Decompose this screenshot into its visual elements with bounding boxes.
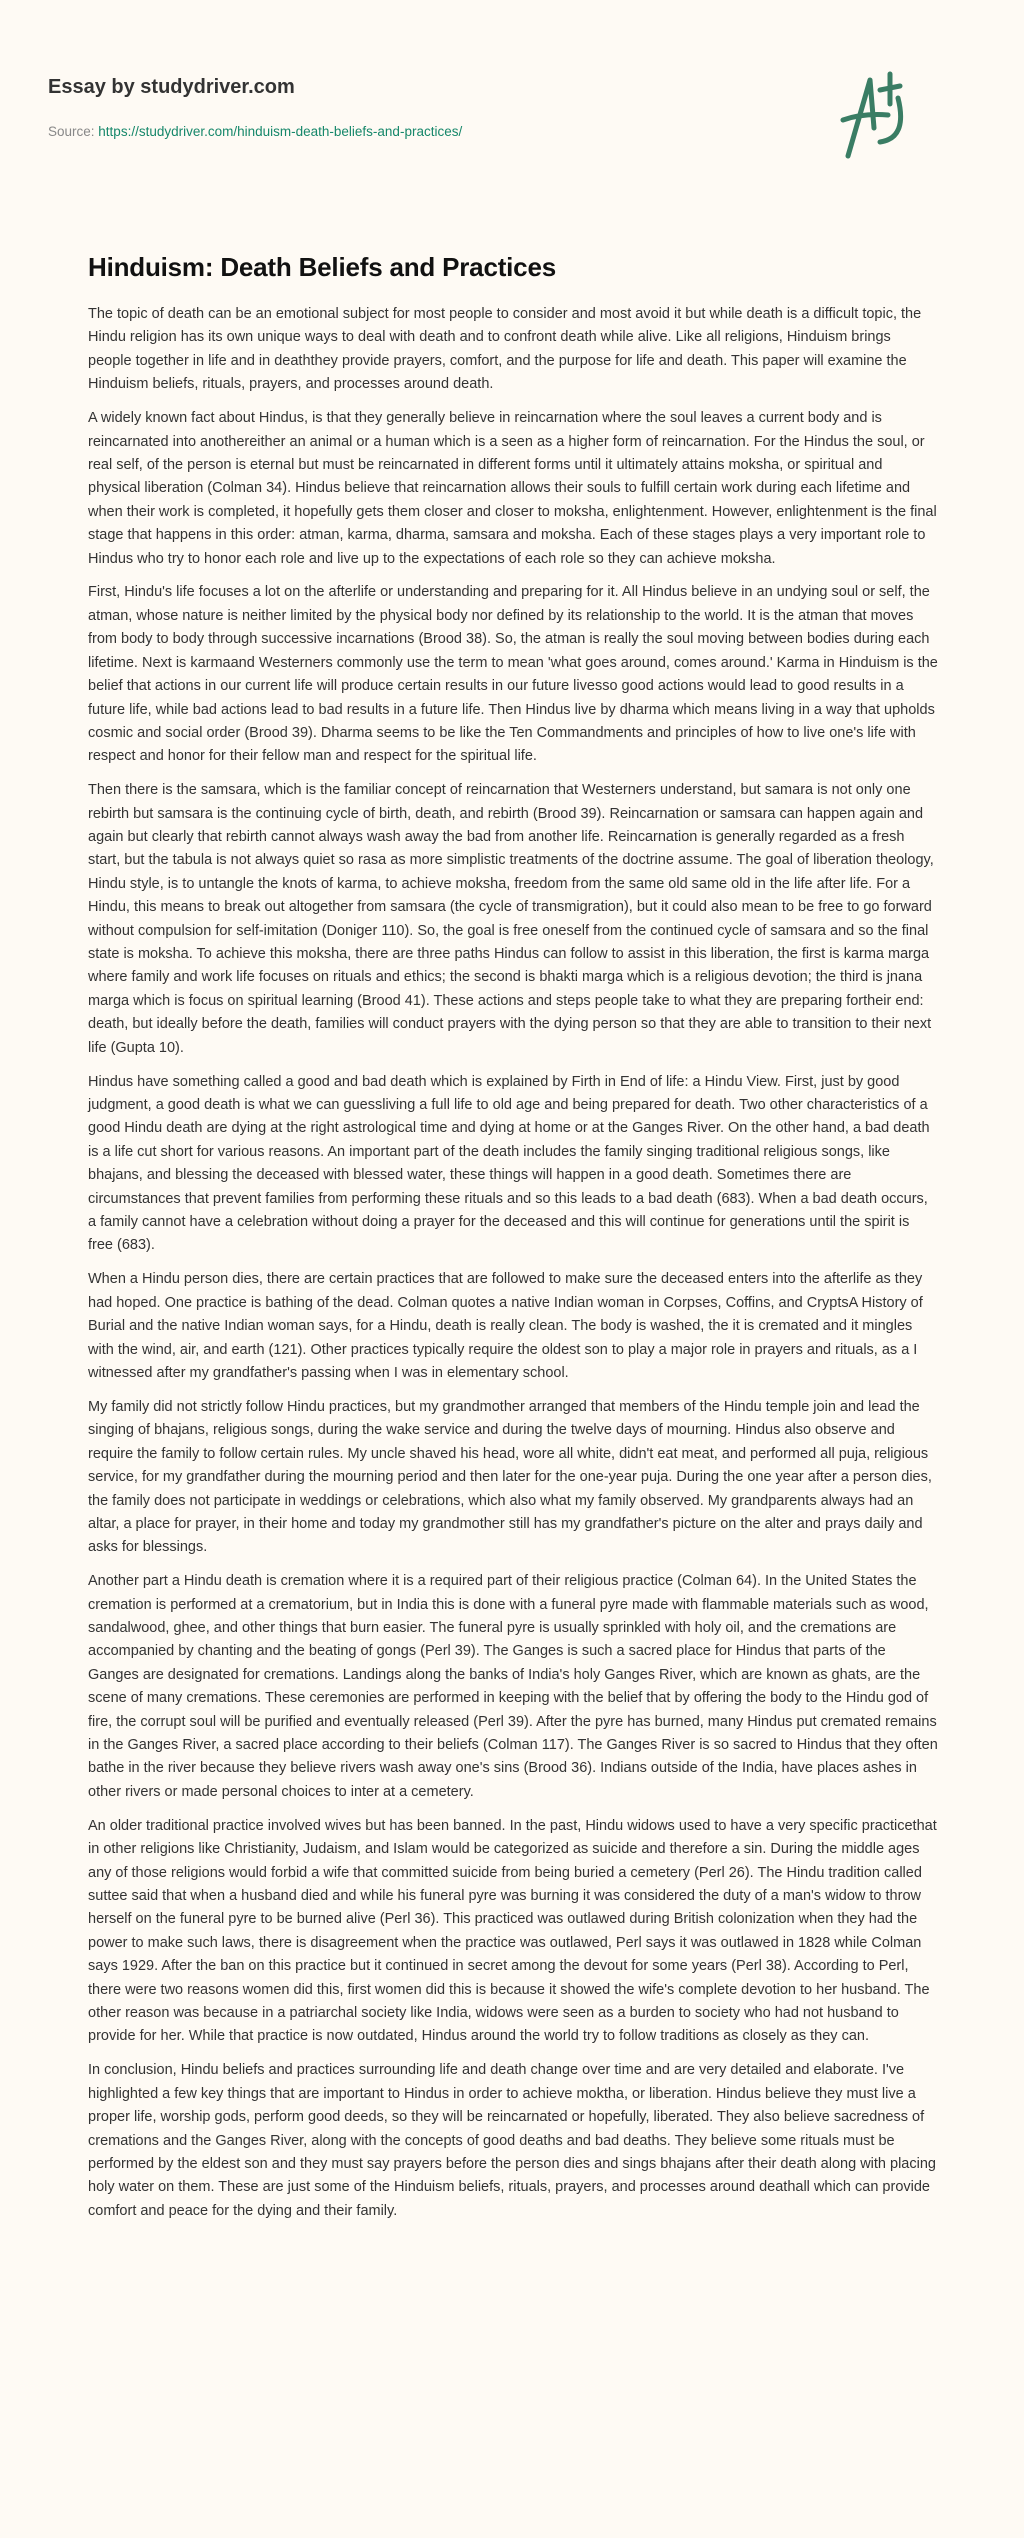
essay-paragraph: First, Hindu's life focuses a lot on the afterlife or understanding and preparing for it. All Hindus believe in an undying soul or self, the atman, whose nature is neither limited by the physical body nor defined by its relationship to the world. It is the atman that moves from body to body through successive incarnations (Brood 38). So, the atman is really the soul moving between bodies during each lifetime. Next is karmaand Westerners commonly use the term to mean 'what goes around, comes around.' Karma in Hinduism is the belief that actions in our current life will produce certain results in our future livesso good actions would lead to good results in a future life, while bad actions lead to bad results in a future life. Then Hindus live by dharma which means living in a way that upholds cosmic and social order (Brood 39). Dharma seems to be like the Ten Commandments and principles of how to live one's life with respect and honor for their fellow man and respect for the spiritual life. [88, 584, 938, 765]
essay-paragraph: Another part a Hindu death is cremation where it is a required part of their religious practice (Colman 64). In the United States the cremation is performed at a crematorium, but in India this is done with a funeral pyre made with flammable materials such as wood, sandalwood, ghee, and other things that burn easier. The funeral pyre is usually sprinkled with holy oil, and the cremations are accompanied by chanting and the beating of gongs (Perl 39). The Ganges is such a sacred place for Hindus that parts of the Ganges are designated for cremations. Landings along the banks of India's holy Ganges River, which are known as ghats, are the scene of many cremations. These ceremonies are performed in keeping with the belief that by offering the body to the Hindu god of fire, the corrupt soul will be purified and eventually released (Perl 39). After the pyre has burned, many Hindus put cremated remains in the Ganges River, a sacred place according to their beliefs (Colman 117). The Ganges River is so sacred to Hindus that they often bathe in the river because they believe rivers wash away one's sins (Brood 36). Indians outside of the India, have places ashes in other rivers or made personal choices to inter at a cemetery. [88, 1573, 938, 1800]
source-label: Source: [48, 124, 95, 139]
essay-content [0, 252, 1024, 2223]
essay-paragraph: An older traditional practice involved wives but has been banned. In the past, Hindu widows used to have a very specific practicethat in other religions like Christianity, Judaism, and Islam would be categorized as suicide and therefore a sin. During the middle ages any of those religions would forbid a wife that committed suicide from being buried a cemetery (Perl 26). The Hindu tradition called suttee said that when a husband died and while his funeral pyre was burning it was considered the duty of a man's widow to throw herself on the funeral pyre to be burned alive (Perl 36). This practiced was outlawed during British colonization when they had the power to make such laws, there is disagreement when the practice was outlawed, Perl says it was outlawed in 1828 while Colman says 1929. After the ban on this practice but it continued in secret among the devout for some years (Perl 38). According to Perl, there were two reasons women did this, first women did this is because it showed the wife's complete devotion to her husband. The other reason was because in a patriarchal society like India, widows were seen as a burden to society who had not husband to provide for her. While that practice is now outdated, Hindus around the world try to follow traditions as closely as they can. [88, 1817, 937, 2045]
essay-paragraph: When a Hindu person dies, there are certain practices that are followed to make sure the deceased enters into the afterlife as they had hoped. One practice is bathing of the dead. Colman quotes a native Indian woman in Corpses, Coffins, and CryptsA History of Burial and the native Indian woman says, for a Hindu, death is really clean. The body is washed, the it is cremated and it mingles with the wind, air, and earth (121). Other practices typically require the oldest son to play a major role in prayers and rituals, as a I witnessed after my grandfather's passing when I was in elementary school. [88, 1271, 923, 1381]
essay-title: Hinduism: Death Beliefs and Practices [88, 252, 556, 282]
a-plus-logo-icon [838, 68, 918, 168]
source-link[interactable]: https://studydriver.com/hinduism-death-beliefs-and-practices/ [98, 124, 463, 139]
essay-paragraph: Hindus have something called a good and bad death which is explained by Firth in End of life: a Hindu View. First, just by good judgment, a good death is what we can guessliving a full life to old age and being prepared for death. Two other characteristics of a good Hindu death are dying at the right astrological time and dying at home or at the Ganges River. On the other hand, a bad death is a life cut short for various reasons. An important part of the death includes the family singing traditional religious songs, like bhajans, and blessing the deceased with blessed water, these things will happen in a good death. Sometimes there are circumstances that prevent families from performing these rituals and so this leads to a bad death (683). When a bad death occurs, a family cannot have a celebration without doing a prayer for the deceased and this will continue for generations until the spirit is free (683). [88, 1073, 930, 1254]
essay-paragraph: In conclusion, Hindu beliefs and practices surrounding life and death change over time and are very detailed and elaborate. I've highlighted a few key things that are important to Hindus in order to achieve moktha, or liberation. Hindus believe they must live a proper life, worship gods, perform good deeds, so they will be reincarnated or hopefully, liberated. They also believe sacredness of cremations and the Ganges River, along with the concepts of good deaths and bad deaths. They believe some rituals must be performed by the eldest son and they must say prayers before the person dies and sings bhajans after their death along with placing holy water on them. These are just some of the Hinduism beliefs, rituals, prayers, and processes around deathall which can provide comfort and peace for the dying and their family. [88, 2062, 936, 2219]
essay-paragraph: A widely known fact about Hindus, is that they generally believe in reincarnation where the soul leaves a current body and is reincarnated into anothereither an animal or a human which is a seen as a higher form of reincarnation. For the Hindus the soul, or real self, of the person is eternal but must be reincarnated in different forms until it ultimately attains moksha, or spiritual and physical liberation (Colman 34). Hindus believe that reincarnation allows their souls to fulfill certain work during each lifetime and when their work is completed, it hopefully gets them closer and closer to moksha, enlightenment. However, enlightenment is the final stage that happens in this order: atman, karma, dharma, samsara and moksha. Each of these stages plays a very important role to Hindus who try to honor each role and live up to the expectations of each role so they can achieve moksha. [88, 410, 937, 567]
source-line [48, 124, 462, 139]
essay-paragraph: My family did not strictly follow Hindu practices, but my grandmother arranged that members of the Hindu temple join and lead the singing of bhajans, religious songs, during the wake service and during the twelve days of mourning. Hindus also observe and require the family to follow certain rules. My uncle shaved his head, wore all white, didn't eat meat, and performed all puja, religious service, for my grandfather during the mourning period and then later for the one-year puja. During the one year after a person dies, the family does not participate in weddings or celebrations, which also what my family observed. My grandparents always had an altar, a place for prayer, in their home and today my grandmother still has my grandfather's picture on the alter and prays daily and asks for blessings. [88, 1398, 932, 1556]
site-title: Essay by studydriver.com [48, 76, 295, 98]
page-header [0, 0, 1024, 200]
essay-paragraph: The topic of death can be an emotional subject for most people to consider and most avoid it but while death is a difficult topic, the Hindu religion has its own unique ways to deal with death and to confront death while alive. Like all religions, Hinduism brings people together in life and in deaththey provide prayers, comfort, and the purpose for life and death. This paper will examine the Hinduism beliefs, rituals, prayers, and processes around death. [88, 306, 922, 393]
essay-paragraph: Then there is the samsara, which is the familiar concept of reincarnation that Westerners understand, but samara is not only one rebirth but samsara is the continuing cycle of birth, death, and rebirth (Brood 39). Reincarnation or samsara can happen again and again but clearly that rebirth cannot always wash away the bad from another life. Reincarnation is generally regarded as a fresh start, but the tabula is not always quiet so rasa as more simplistic treatments of the doctrine assume. The goal of liberation theology, Hindu style, is to untangle the knots of karma, to achieve moksha, freedom from the same old same old in the life after life. For a Hindu, this means to break out altogether from samsara (the cycle of transmigration), but it could also mean to be free to go forward without compulsion for self-imitation (Doniger 110). So, the goal is free oneself from the continued cycle of samsara and so the final state is moksha. To achieve this moksha, there are three paths Hindus can follow to assist in this liberation, the first is karma marga where family and work life focuses on rituals and ethics; the second is bhakti marga which is a religious devotion; the third is jnana marga which is focus on spiritual learning (Brood 41). These actions and steps people take to what they are preparing fortheir end: death, but ideally before the death, families will conduct prayers with the dying person so that they are able to transition to their next life (Gupta 10). [88, 782, 934, 1056]
